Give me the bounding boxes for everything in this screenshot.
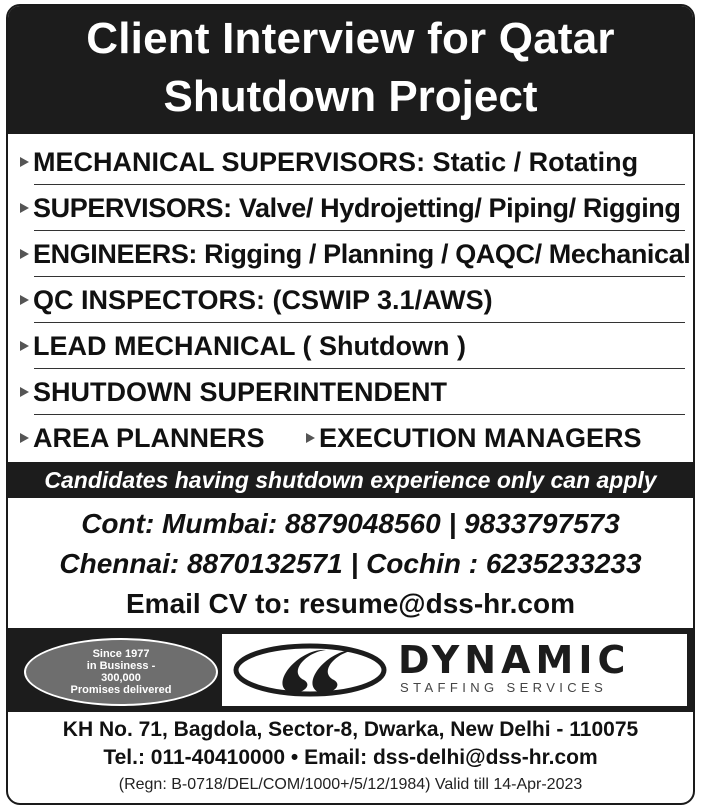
- divider: [34, 368, 685, 369]
- badge-line: Since 1977: [92, 648, 150, 660]
- contact-mumbai: Cont: Mumbai: 8879048560 | 9833797573: [81, 508, 620, 539]
- headline-line-2: Shutdown Project: [163, 72, 538, 121]
- badge-line: in Business -: [86, 660, 156, 672]
- brand-block: [222, 634, 687, 706]
- email-cv: Email CV to: resume@dss-hr.com: [126, 588, 575, 619]
- brand-tagline: STAFFING SERVICES: [400, 680, 608, 695]
- divider: [34, 414, 685, 415]
- office-phone-email: Tel.: 011-40410000 • Email: dss-delhi@dss-hr.com: [103, 746, 598, 769]
- eligibility-note: Candidates having shutdown experience only can apply: [8, 462, 693, 498]
- job-label: QC INSPECTORS: (CSWIP 3.1/AWS): [33, 284, 493, 315]
- job-list: [8, 134, 693, 462]
- arrow-bullet-icon: [20, 157, 29, 167]
- ds-swoosh-logo-icon: [230, 638, 390, 702]
- arrow-bullet-icon: [20, 341, 29, 351]
- since-1977-badge: [24, 638, 218, 706]
- divider: [34, 276, 685, 277]
- divider: [34, 230, 685, 231]
- job-item: [20, 416, 265, 460]
- job-label: SHUTDOWN SUPERINTENDENT: [33, 376, 448, 407]
- contact-chennai-cochin: Chennai: 8870132571 | Cochin : 6235233233: [59, 548, 642, 579]
- job-label: LEAD MECHANICAL ( Shutdown ): [33, 330, 466, 361]
- divider: [34, 322, 685, 323]
- badge-line: 300,000: [101, 672, 141, 684]
- logo-band: [8, 628, 693, 712]
- advertisement-frame: [6, 4, 695, 805]
- job-label: MECHANICAL SUPERVISORS: Static / Rotating: [33, 146, 639, 177]
- arrow-bullet-icon: [20, 433, 29, 443]
- job-item: [20, 140, 638, 184]
- registration-info: (Regn: B-0718/DEL/COM/1000+/5/12/1984) Valid till 14-Apr-2023: [118, 776, 583, 793]
- office-address: KH No. 71, Bagdola, Sector-8, Dwarka, New Delhi - 110075: [62, 718, 639, 741]
- job-item: [306, 416, 642, 460]
- job-label: SUPERVISORS: Valve/ Hydrojetting/ Piping/ Rigging: [33, 192, 681, 223]
- divider: [34, 184, 685, 185]
- arrow-bullet-icon: [20, 249, 29, 259]
- badge-line: Promises delivered: [70, 684, 172, 696]
- job-item: [20, 186, 681, 230]
- header-band: [8, 6, 693, 134]
- arrow-bullet-icon: [20, 295, 29, 305]
- arrow-bullet-icon: [306, 433, 315, 443]
- job-item: [20, 232, 690, 276]
- arrow-bullet-icon: [20, 203, 29, 213]
- brand-name: DYNAMIC: [398, 638, 631, 682]
- arrow-bullet-icon: [20, 387, 29, 397]
- job-label: ENGINEERS: Rigging / Planning / QAQC/ Mechanical: [33, 238, 691, 269]
- job-item: [20, 278, 493, 322]
- job-label: EXECUTION MANAGERS: [319, 422, 642, 453]
- job-item: [20, 324, 466, 368]
- job-label: AREA PLANNERS: [33, 422, 265, 453]
- job-item: [20, 370, 447, 414]
- headline-line-1: Client Interview for Qatar: [86, 14, 615, 63]
